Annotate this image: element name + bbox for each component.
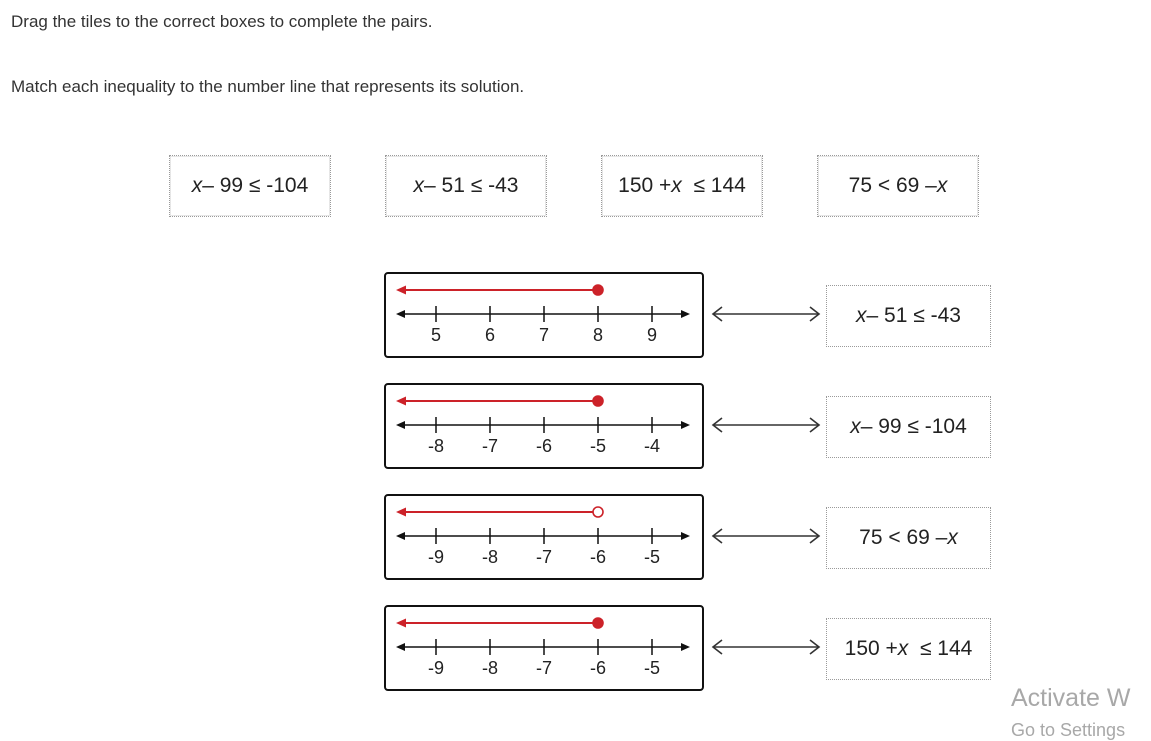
activation-watermark-settings: Go to Settings <box>1011 720 1126 740</box>
axis-arrow-left <box>396 310 405 318</box>
tile-text: – 51 ≤ -43 <box>424 174 519 197</box>
tick-label: -7 <box>481 436 499 456</box>
tile-text: – 99 ≤ -104 <box>202 174 309 197</box>
tile-text-prefix: 150 + <box>618 174 672 197</box>
closed-endpoint <box>593 396 603 406</box>
drop-variable: x <box>897 637 909 660</box>
tile-text: ≤ 144 <box>681 174 746 197</box>
tick-label: -8 <box>427 436 445 456</box>
drop-text-prefix: 75 < 69 – <box>859 526 948 549</box>
number-line-graph <box>386 607 706 693</box>
number-line-graph <box>386 496 706 582</box>
tick-label: 7 <box>538 325 550 345</box>
number-line-2 <box>384 383 704 469</box>
tick-label: -5 <box>643 547 661 567</box>
tick-label: -5 <box>589 436 607 456</box>
tick-label: 9 <box>646 325 658 345</box>
drop-text: ≤ 144 <box>908 637 973 660</box>
axis-arrow-right <box>681 643 690 651</box>
tick-label: 5 <box>430 325 442 345</box>
tile-inequality-1[interactable] <box>169 155 331 217</box>
drop-box-1[interactable] <box>826 285 991 347</box>
axis-arrow-right <box>681 421 690 429</box>
drop-text-prefix: 150 + <box>844 637 898 660</box>
tick-label: -6 <box>535 436 553 456</box>
number-line-1 <box>384 272 704 358</box>
tile-variable: x <box>413 174 425 197</box>
double-arrow-icon <box>710 635 822 659</box>
tick-label: -4 <box>643 436 661 456</box>
drop-box-2[interactable] <box>826 396 991 458</box>
tile-variable: x <box>671 174 682 197</box>
number-line-graph <box>386 274 706 360</box>
activation-watermark: Activate W <box>1011 684 1131 712</box>
tick-label: 8 <box>592 325 604 345</box>
tick-label: -9 <box>427 658 445 678</box>
instruction-match: Match each inequality to the number line that represents its solution. <box>11 77 525 96</box>
solution-ray-arrow <box>396 619 406 628</box>
axis-arrow-left <box>396 421 405 429</box>
axis-arrow-right <box>681 532 690 540</box>
tick-label: -7 <box>535 658 553 678</box>
tile-text-prefix: 75 < 69 – <box>848 174 937 197</box>
drop-box-3[interactable] <box>826 507 991 569</box>
double-arrow-icon <box>710 302 822 326</box>
tick-label: -9 <box>427 547 445 567</box>
tick-label: -6 <box>589 547 607 567</box>
tick-label: -7 <box>535 547 553 567</box>
closed-endpoint <box>593 618 603 628</box>
open-endpoint <box>593 507 603 517</box>
axis-arrow-left <box>396 532 405 540</box>
tile-inequality-2[interactable] <box>385 155 547 217</box>
axis-arrow-right <box>681 310 690 318</box>
tick-label: 6 <box>484 325 496 345</box>
tick-label: -8 <box>481 547 499 567</box>
drop-text: – 51 ≤ -43 <box>866 304 961 327</box>
solution-ray-arrow <box>396 508 406 517</box>
drop-variable: x <box>856 304 867 327</box>
tick-label: -5 <box>643 658 661 678</box>
double-arrow-icon <box>710 413 822 437</box>
tile-variable: x <box>936 174 948 197</box>
solution-ray-arrow <box>396 397 406 406</box>
axis-arrow-left <box>396 643 405 651</box>
drop-box-4[interactable] <box>826 618 991 680</box>
tick-label: -6 <box>589 658 607 678</box>
solution-ray-arrow <box>396 286 406 295</box>
drop-text: – 99 ≤ -104 <box>860 415 967 438</box>
drop-variable: x <box>947 526 958 549</box>
tile-inequality-4[interactable] <box>817 155 979 217</box>
tick-label: -8 <box>481 658 499 678</box>
number-line-4 <box>384 605 704 691</box>
double-arrow-icon <box>710 524 822 548</box>
tile-inequality-3[interactable] <box>601 155 763 217</box>
closed-endpoint <box>593 285 603 295</box>
number-line-3 <box>384 494 704 580</box>
instruction-drag: Drag the tiles to the correct boxes to complete the pairs. <box>11 12 433 31</box>
drop-variable: x <box>850 415 861 438</box>
tile-variable: x <box>191 174 203 197</box>
number-line-graph <box>386 385 706 471</box>
